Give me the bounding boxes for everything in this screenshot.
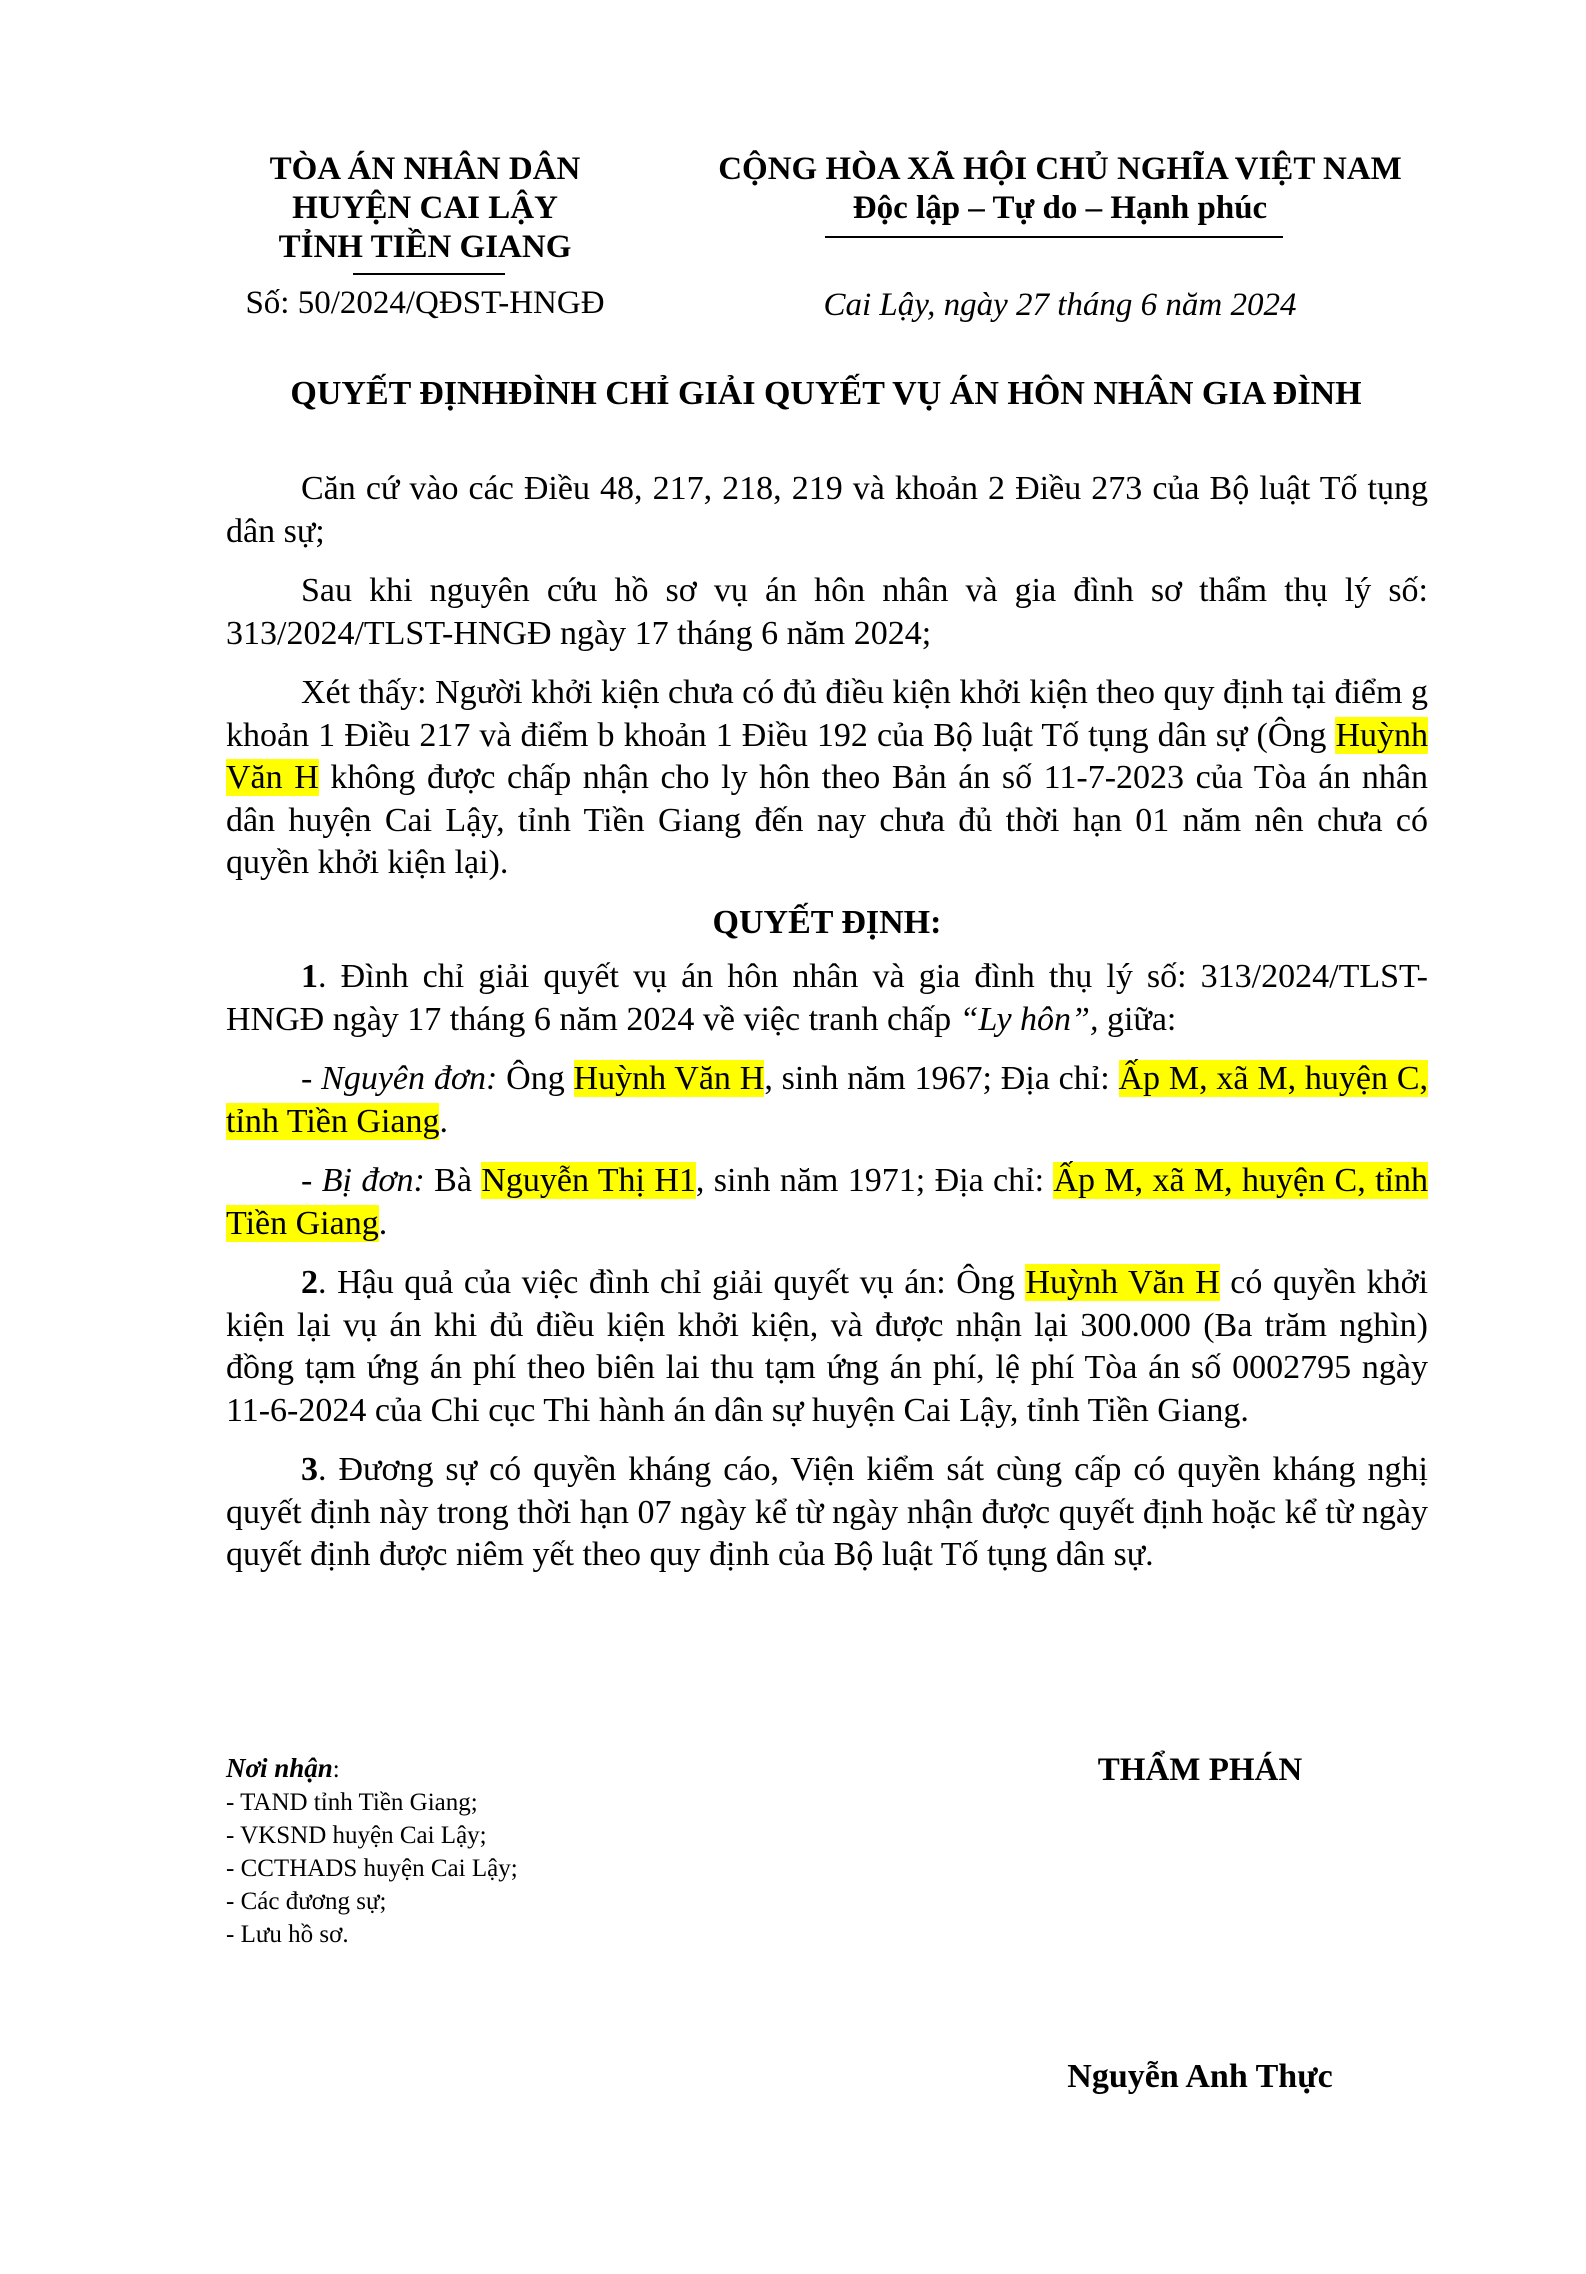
court-name-divider [353,273,505,275]
text-segment: “Ly hôn”, [959,1000,1099,1038]
text-segment: giữa: [1098,1000,1177,1038]
text-segment: . Đình chỉ giải quyết vụ án hôn nhân và gia đình thụ lý số: 313/2024/TLST-HNGĐ ngày 17 tháng 6 năm 2024 về việc tranh chấp [226,958,1428,1038]
text-segment: 1 [301,958,318,995]
text-segment: . [439,1102,448,1140]
text-segment: . [378,1204,388,1242]
text-segment: Nguyên đơn: [321,1060,498,1097]
text-segment: Bà [424,1162,482,1199]
court-name-line1: TÒA ÁN NHÂN DÂN [269,151,581,187]
text-segment: , sinh năm 1971; Địa chỉ: [695,1162,1054,1199]
text-segment: Bị đơn: [321,1162,425,1199]
document-body [226,468,1428,1594]
court-name-block [215,150,635,267]
highlighted-text: Huỳnh Văn H [226,716,1428,796]
court-name-line2: HUYỆN CAI LẬY [292,190,558,226]
text-segment: 3 [301,1451,318,1488]
highlighted-text: Huỳnh Văn H [1025,1264,1220,1301]
signer-name: Nguyễn Anh Thực [1067,2058,1333,2095]
highlighted-text: Huỳnh Văn H [573,1060,765,1097]
text-segment: 2 [301,1264,318,1301]
recipient-item: - VKSND huyện Cai Lậy; [226,1822,487,1849]
text-segment: Ông [497,1060,574,1097]
decision-number: Số: 50/2024/QĐST-HNGĐ [245,285,605,321]
body-paragraph [226,570,1428,655]
text-segment: - [301,1060,322,1097]
text-segment: Sau khi nguyên cứu hồ sơ vụ án hôn nhân và gia đình sơ thẩm thụ lý số: 313/2024/TLST-HNGĐ ngày 17 tháng 6 năm 2024; [226,572,1428,652]
text-segment: - [301,1162,322,1199]
court-name-line3: TỈNH TIỀN GIANG [278,229,572,265]
national-motto: Độc lập – Tự do – Hạnh phúc [852,190,1268,226]
recipient-item: - Lưu hồ sơ. [226,1921,349,1948]
recipients-block [226,1752,518,1951]
recipient-item: - TAND tỉnh Tiền Giang; [226,1789,478,1816]
body-paragraph [226,1449,1428,1577]
body-paragraph [226,468,1428,553]
national-header-block [680,150,1440,228]
text-segment: . Đương sự có quyền kháng cáo, Viện kiểm sát cùng cấp có quyền kháng nghị quyết định này trong thời hạn 07 ngày kể từ ngày nhận được quyết định hoặc kể từ ngày quyết định được niêm yết theo quy định của Bộ luật Tố tụng dân sự. [226,1451,1428,1573]
text-segment: Căn cứ vào các Điều 48, 217, 218, 219 và khoản 2 Điều 273 của Bộ luật Tố tụng dân sự; [226,470,1428,550]
text-segment: Xét thấy: Người khởi kiện chưa có đủ điều kiện khởi kiện theo quy định tại điểm g khoản 1 Điều 217 và điểm b khoản 1 Điều 192 của Bộ luật Tố tụng dân sự (Ông [226,674,1428,754]
body-paragraph [226,1058,1428,1143]
recipients-label: Nơi nhận [226,1753,333,1783]
signer-title: THẨM PHÁN [1097,1752,1303,1788]
document-title: QUYẾT ĐỊNHĐÌNH CHỈ GIẢI QUYẾT VỤ ÁN HÔN NHÂN GIA ĐÌNH [290,375,1362,412]
recipients-label-colon: : [332,1756,340,1783]
highlighted-text: Ấp M, xã M, huyện C, tỉnh Tiền Giang [226,1060,1428,1140]
text-segment: có quyền khởi kiện lại vụ án khi đủ điều kiện khởi kiện, và được nhận lại 300.000 (Ba trăm nghìn) đồng tạm ứng án phí theo biên lai thu tạm ứng án phí, lệ phí Tòa án số 0002795 ngày 11-6-2024 của Chi cục Thi hành án dân sự huyện Cai Lậy, tỉnh Tiền Giang. [226,1264,1429,1429]
motto-divider [825,236,1283,238]
recipient-item: - CCTHADS huyện Cai Lậy; [226,1855,518,1882]
text-segment: . Hậu quả của việc đình chỉ giải quyết vụ án: Ông [318,1264,1026,1301]
body-paragraph [226,672,1428,885]
body-paragraph [226,1160,1428,1245]
place-date: Cai Lậy, ngày 27 tháng 6 năm 2024 [823,287,1297,323]
body-paragraph [226,1262,1428,1432]
text-segment: không được chấp nhận cho ly hôn theo Bản án số 11-7-2023 của Tòa án nhân dân huyện Cai Lậy, tỉnh Tiền Giang đến nay chưa đủ thời hạn 01 năm nên chưa có quyền khởi kiện lại). [226,759,1428,881]
highlighted-text: Nguyễn Thị H1 [481,1162,696,1199]
text-segment: , sinh năm 1967; Địa chỉ: [764,1060,1119,1097]
text-segment: QUYẾT ĐỊNH: [712,903,942,941]
body-paragraph [226,956,1428,1041]
section-heading [226,902,1428,945]
highlighted-text: Ấp M, xã M, huyện C, tỉnh Tiền Giang [226,1162,1428,1242]
recipient-item: - Các đương sự; [226,1888,387,1915]
national-name: CỘNG HÒA XÃ HỘI CHỦ NGHĨA VIỆT NAM [718,151,1402,187]
